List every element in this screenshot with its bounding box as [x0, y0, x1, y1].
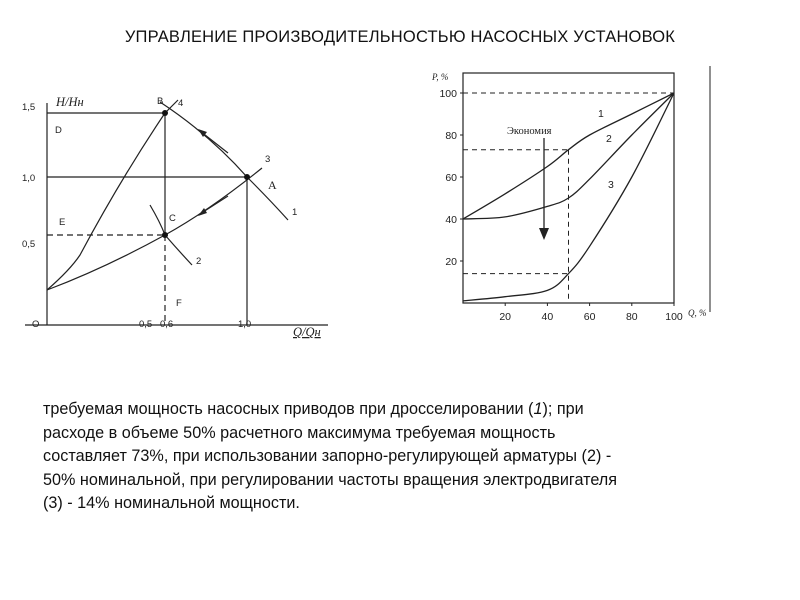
y-tick-label-80: 80 — [445, 130, 457, 142]
y-tick-label-20: 20 — [445, 256, 457, 268]
annotation-economy: Экономия — [507, 126, 552, 137]
x-tick-0-5: 0,5 — [139, 319, 153, 330]
caption-line-1 — [43, 398, 773, 422]
caption-line-2: расходе в объеме 50% расчетного максимума требуемая мощность — [43, 423, 556, 442]
y-tick-1-0: 1,0 — [22, 173, 36, 184]
x-axis-label: Q/Qн — [293, 325, 321, 339]
point-label-c: C — [169, 213, 176, 224]
caption-line-1-a: требуемая мощность насосных приводов при дросселировании ( — [43, 400, 534, 418]
point-label-f: F — [176, 298, 182, 309]
y-tick-1-5: 1,5 — [22, 102, 36, 113]
economy-arrowhead — [539, 228, 549, 240]
x-tick-label-60: 60 — [583, 311, 596, 323]
x-tick-0-6: 0,6 — [160, 319, 174, 330]
x-tick-label-100: 100 — [665, 311, 683, 323]
origin-label: O — [32, 319, 40, 330]
y-axis-label: H/Hн — [56, 95, 84, 109]
curve-label-2: 2 — [196, 256, 202, 267]
y-axis-label: P, % — [432, 72, 449, 82]
point-label-b: B — [157, 96, 164, 107]
y-tick-label-100: 100 — [439, 88, 457, 100]
y-tick-0-5: 0,5 — [22, 239, 36, 250]
point-label-e: E — [59, 217, 66, 228]
x-tick-label-20: 20 — [499, 311, 512, 323]
page-title: УПРАВЛЕНИЕ ПРОИЗВОДИТЕЛЬНОСТЬЮ НАСОСНЫХ УСТАНОВОК — [124, 28, 676, 46]
caption-line-1-b: ); при — [542, 400, 584, 418]
caption-line-4: 50% номинальной, при регулировании частоты вращения электродвигателя — [43, 470, 618, 489]
point-label-a: A — [268, 178, 277, 192]
caption-line-5: (3) - 14% номинальной мощности. — [43, 494, 300, 512]
caption-line-1-num: 1 — [533, 400, 543, 418]
series-label-1: 1 — [598, 108, 604, 120]
x-axis-label: Q, % — [688, 308, 707, 318]
x-tick-label-40: 40 — [541, 311, 554, 323]
x-tick-label-80: 80 — [625, 311, 638, 323]
y-tick-label-60: 60 — [445, 172, 457, 184]
x-tick-1-0: 1,0 — [238, 319, 252, 330]
caption-text — [43, 398, 773, 516]
point-label-d: D — [55, 125, 62, 136]
series-label-2: 2 — [606, 133, 612, 145]
y-tick-label-40: 40 — [445, 214, 457, 226]
curve-label-1: 1 — [292, 207, 298, 218]
curve-label-3: 3 — [265, 154, 271, 165]
series-label-3: 3 — [608, 179, 614, 191]
caption-line-3: составляет 73%, при использовании запорно-регулирующей арматуры (2) - — [43, 447, 612, 465]
curve-label-4: 4 — [178, 98, 184, 109]
